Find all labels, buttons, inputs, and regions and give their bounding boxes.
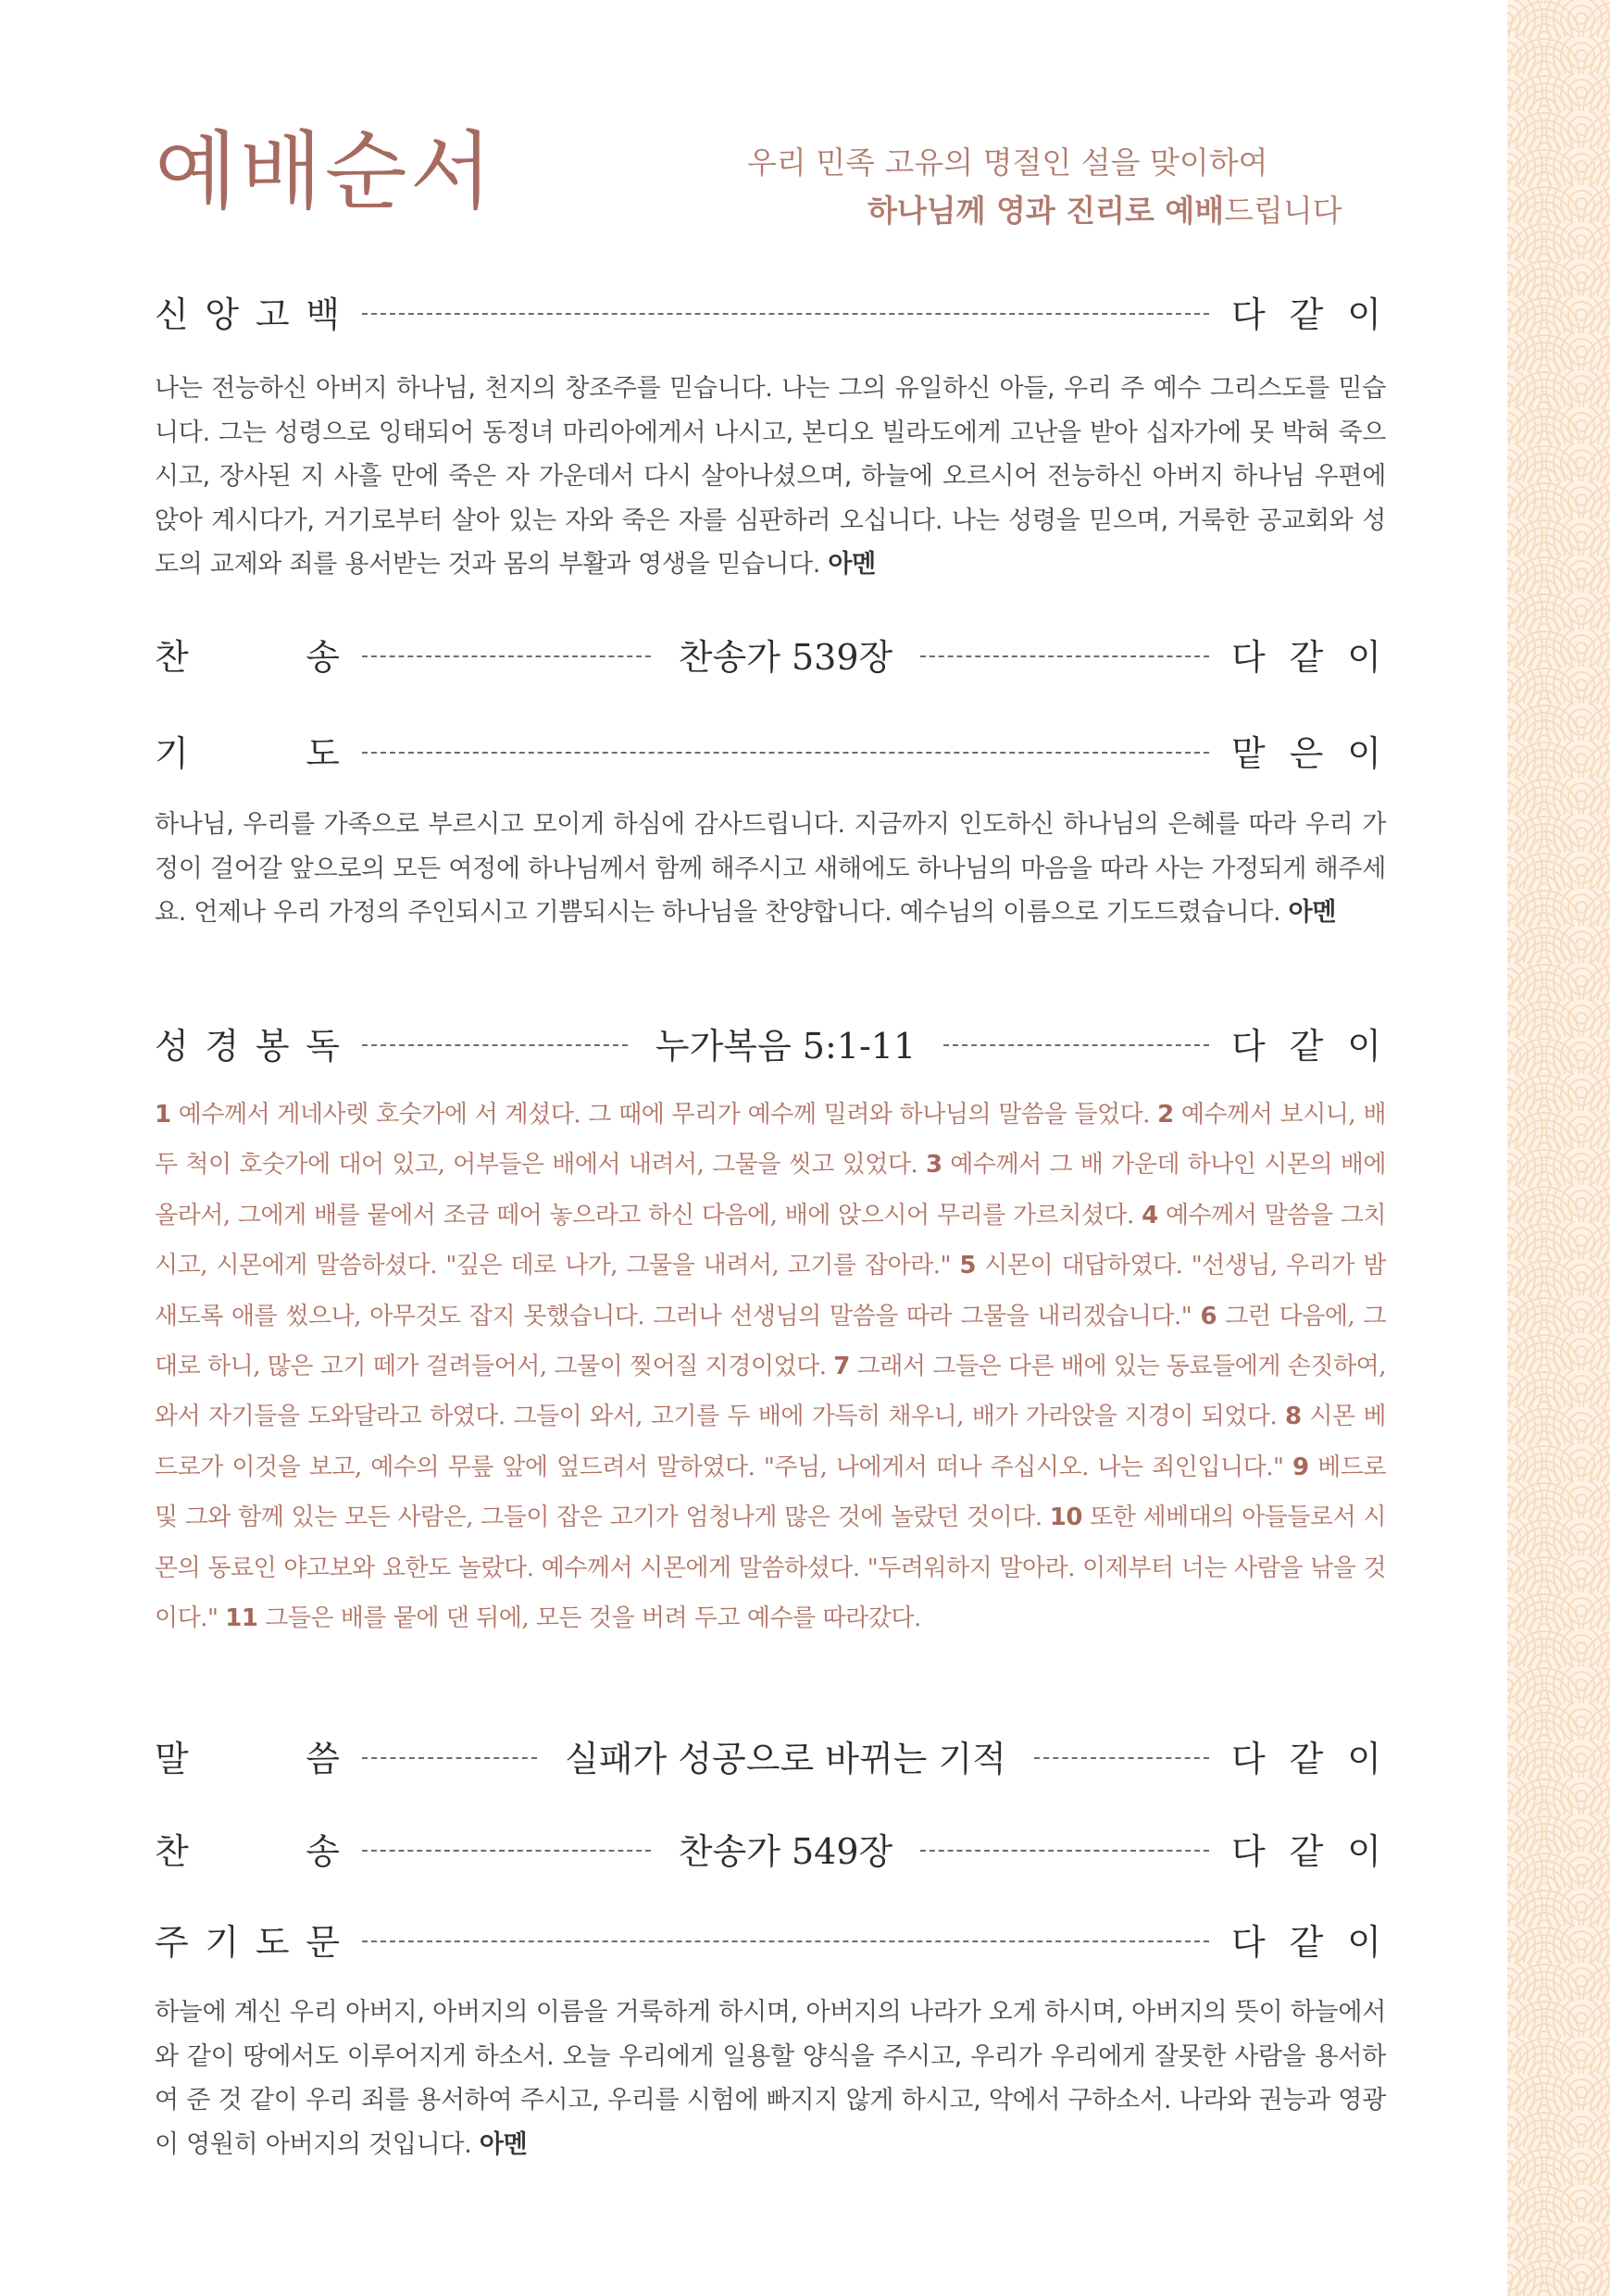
role-char: 다 [1231, 1830, 1266, 1872]
creed-label [155, 286, 340, 337]
creed-body: 나는 전능하신 아버지 하나님, 천지의 창조주를 믿습니다. 나는 그의 유일하신 아들, 우리 주 예수 그리스도를 믿습니다. 그는 성령으로 잉태되어 동정녀 마리아에게서 나시고, 본디오 빌라도에게 고난을 받아 십자가에 못 박혀 죽으시고, 장사된 지 사흘 만에 죽은 자 가운데서 다시 살아나셨으며, 하늘에 오르시어 전능하신 아버지 하나님 우편에 앉아 계시다가, 거기로부터 살아 있는 자와 죽은 자를 심판하러 오십니다. 나는 성령을 믿으며, 거룩한 공교회와 성도의 교제와 죄를 용서받는 것과 몸의 부활과 영생을 믿습니다. [155, 374, 1386, 579]
label-char: 기 [155, 732, 189, 774]
amen-label: 아멘 [479, 2129, 528, 2159]
label-char: 앙 [205, 293, 240, 335]
verse-text: 그래서 그들은 다른 배에 있는 동료들에게 손짓하여, 와서 자기들을 도와달라고 하였다. 그들이 와서, 고기를 두 배에 가득히 채우니, 배가 가라앉을 지경이 되었다. [155, 1353, 1386, 1431]
label-char: 주 [155, 1921, 189, 1963]
role-char: 같 [1289, 1830, 1324, 1872]
label-char: 성 [155, 1025, 189, 1067]
label-char: 찬 [155, 1830, 189, 1872]
prayer-role [1231, 725, 1381, 776]
role-char: 다 [1231, 1921, 1266, 1963]
hymn-role [1231, 1823, 1381, 1874]
verse-number: 5 [959, 1252, 976, 1280]
verse-text: 베드로 및 그와 함께 있는 모든 사람은, 그들이 잡은 고기가 엄청나게 많은 것에 놀랐던 것이다. [155, 1453, 1386, 1532]
creed-text [155, 367, 1386, 587]
lords-prayer-text [155, 1990, 1386, 2166]
role-char: 같 [1289, 1738, 1324, 1779]
dashed-leader [362, 1757, 537, 1759]
verse-number: 1 [155, 1101, 171, 1129]
verse-number: 10 [1049, 1504, 1082, 1532]
subtitle-emphasis: 하나님께 영과 진리로 예배 [867, 193, 1225, 229]
verse-number: 4 [1142, 1201, 1158, 1229]
verse-number: 7 [833, 1353, 850, 1381]
hymn-number: 찬송가 539장 [678, 636, 893, 678]
label-char: 기 [205, 1921, 240, 1963]
verse-text: 예수께서 게네사렛 호숫가에 서 계셨다. 그 때에 무리가 예수께 밀려와 하나님의 말씀을 들었다. [178, 1101, 1150, 1129]
verse-text: 예수께서 보시니, 배 두 척이 호숫가에 대어 있고, 어부들은 배에서 내려서, 그물을 씻고 있었다. [155, 1101, 1386, 1179]
label-char: 도 [306, 732, 340, 774]
label-char: 도 [255, 1921, 290, 1963]
reading-label [155, 1017, 340, 1068]
verse-text: 예수께서 말씀을 그치시고, 시몬에게 말씀하셨다. "깊은 데로 나가, 그물을 내려서, 고기를 잡아라." [155, 1201, 1386, 1280]
role-char: 다 [1231, 1738, 1266, 1779]
verse-text: 그들은 배를 뭍에 댄 뒤에, 모든 것을 버려 두고 예수를 따라갔다. [265, 1604, 921, 1633]
hymn-label [155, 629, 340, 680]
hymn-row-2 [155, 1820, 1381, 1876]
lords-prayer-body: 하늘에 계신 우리 아버지, 아버지의 이름을 거룩하게 하시며, 아버지의 나라가 오게 하시며, 아버지의 뜻이 하늘에서와 같이 땅에서도 이루어지게 하소서. 오늘 우리에게 일용할 양식을 주시고, 우리가 우리에게 잘못한 사람을 용서하여 준 것 같이 우리 죄를 용서하여 주시고, 우리를 시험에 빠지지 않게 하시고, 악에서 구하소서. 나라와 권능과 영광이 영원히 아버지의 것입니다. [155, 1998, 1386, 2159]
role-char: 다 [1231, 1025, 1266, 1067]
role-char: 다 [1231, 636, 1266, 678]
sermon-title: 실패가 성공으로 바뀌는 기적 [565, 1738, 1006, 1779]
dashed-leader [362, 313, 1209, 315]
page-title: 예배순서 [155, 122, 495, 221]
verse-number: 11 [225, 1604, 258, 1633]
subtitle-line-2 [747, 187, 1488, 235]
role-char: 같 [1289, 1921, 1324, 1963]
dashed-leader [1034, 1757, 1209, 1759]
prayer-row [155, 722, 1381, 778]
sermon-role [1231, 1730, 1381, 1781]
verse-number: 9 [1292, 1453, 1309, 1481]
verse-number: 6 [1200, 1302, 1217, 1330]
label-char: 봉 [255, 1025, 290, 1067]
sermon-label [155, 1730, 340, 1781]
decorative-wave-pattern [1507, 0, 1610, 2296]
verse-text: 시몬이 대답하였다. "선생님, 우리가 밤새도록 애를 썼으나, 아무것도 잡지 못했습니다. 그러나 선생님의 말씀을 따라 그물을 내리겠습니다." [155, 1252, 1386, 1330]
page-subtitle [747, 139, 1488, 235]
dashed-leader [362, 1850, 651, 1852]
reading-row [155, 1015, 1381, 1070]
prayer-body: 하나님, 우리를 가족으로 부르시고 모이게 하심에 감사드립니다. 지금까지 인도하신 하나님의 은혜를 따라 우리 가정이 걸어갈 앞으로의 모든 여정에 하나님께서 함께 해주시고 새해에도 하나님의 마음을 따라 사는 가정되게 해주세요. 언제나 우리 가정의 주인되시고 기쁨되시는 하나님을 찬양합니다. 예수님의 이름으로 기도드렸습니다. [155, 810, 1386, 927]
role-char: 이 [1347, 293, 1381, 335]
reading-role [1231, 1017, 1381, 1068]
role-char: 맡 [1231, 732, 1266, 774]
prayer-text [155, 803, 1386, 935]
sermon-row [155, 1728, 1381, 1783]
label-char: 백 [306, 293, 340, 335]
dashed-leader [362, 752, 1209, 754]
dashed-leader [943, 1044, 1209, 1046]
verse-number: 8 [1285, 1403, 1302, 1431]
role-char: 같 [1289, 636, 1324, 678]
label-char: 송 [306, 1830, 340, 1872]
role-char: 이 [1347, 732, 1381, 774]
page-header [155, 122, 1381, 241]
dashed-leader [362, 1044, 628, 1046]
role-char: 같 [1289, 1025, 1324, 1067]
dashed-leader [362, 1940, 1209, 1942]
verse-number: 2 [1157, 1101, 1174, 1129]
label-char: 문 [306, 1921, 340, 1963]
lords-prayer-role [1231, 1914, 1381, 1965]
label-char: 고 [255, 293, 290, 335]
role-char: 이 [1347, 1738, 1381, 1779]
lords-prayer-row [155, 1911, 1381, 1966]
verse-number: 3 [925, 1151, 942, 1179]
prayer-label [155, 725, 340, 776]
hymn-number: 찬송가 549장 [678, 1830, 893, 1872]
verse-text: 예수께서 그 배 가운데 하나인 시몬의 배에 올라서, 그에게 배를 뭍에서 조금 떼어 놓으라고 하신 다음에, 배에 앉으시어 무리를 가르치셨다. [155, 1151, 1387, 1229]
hymn-role [1231, 629, 1381, 680]
label-char: 신 [155, 293, 189, 335]
verse-text: 그런 다음에, 그대로 하니, 많은 고기 떼가 걸려들어서, 그물이 찢어질 지경이었다. [155, 1302, 1387, 1381]
amen-label: 아멘 [828, 550, 876, 579]
label-char: 말 [155, 1738, 189, 1779]
dashed-leader [920, 655, 1209, 657]
hymn-label [155, 1823, 340, 1874]
role-char: 이 [1347, 1921, 1381, 1963]
label-char: 독 [306, 1025, 340, 1067]
role-char: 이 [1347, 1025, 1382, 1067]
subtitle-rest: 드립니다 [1224, 193, 1342, 229]
role-char: 같 [1289, 293, 1324, 335]
amen-label: 아멘 [1288, 898, 1337, 927]
role-char: 다 [1231, 293, 1266, 335]
role-char: 은 [1289, 732, 1324, 774]
verse-text: 시몬 베드로가 이것을 보고, 예수의 무릎 앞에 엎드려서 말하였다. "주님, 나에게서 떠나 주십시오. 나는 죄인입니다." [155, 1403, 1386, 1481]
dashed-leader [362, 655, 651, 657]
creed-row [155, 283, 1381, 339]
verse-text: 또한 세베대의 아들들로서 시몬의 동료인 야고보와 요한도 놀랐다. 예수께서 시몬에게 말씀하셨다. "두려워하지 말아라. 이제부터 너는 사람을 낚을 것이다." [155, 1504, 1387, 1633]
creed-role [1231, 286, 1381, 337]
role-char: 이 [1347, 636, 1382, 678]
label-char: 경 [205, 1025, 240, 1067]
scripture-reference: 누가복음 5:1-11 [655, 1025, 917, 1067]
hymn-row-1 [155, 626, 1381, 681]
wave-pattern-graphic [1507, 0, 1610, 2296]
subtitle-line-1: 우리 민족 고유의 명절인 설을 맞이하여 [747, 144, 1268, 181]
label-char: 찬 [155, 636, 189, 678]
scripture-passage [155, 1090, 1386, 1643]
dashed-leader [920, 1850, 1209, 1852]
role-char: 이 [1347, 1830, 1382, 1872]
lords-prayer-label [155, 1914, 340, 1965]
label-char: 씀 [306, 1738, 340, 1779]
label-char: 송 [306, 636, 340, 678]
